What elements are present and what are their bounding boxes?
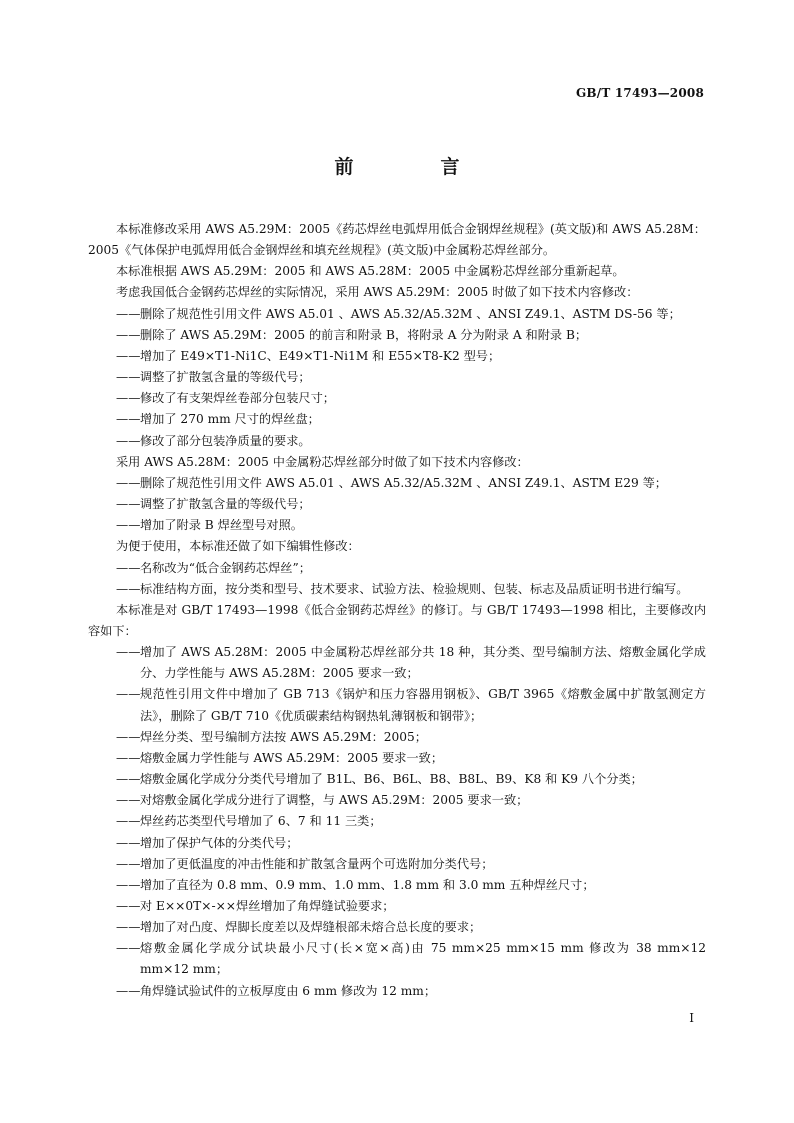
- dash-bullet: ——: [116, 983, 141, 998]
- list-item: [88, 769, 706, 790]
- dash-bullet: ——: [116, 793, 141, 808]
- list-item: [88, 579, 706, 600]
- list-item-text: 调整了扩散氢含量的等级代号；: [140, 497, 311, 512]
- paragraph: 考虑我国低合金钢药芯焊丝的实际情况，采用 AWS A5.29M：2005 时做了如下技术内容修改：: [116, 285, 639, 300]
- dash-bullet: ——: [116, 899, 141, 913]
- list-item: [88, 938, 706, 980]
- list-item-text: 增加了对凸度、焊脚长度差以及焊缝根部未熔合总长度的要求；: [140, 920, 482, 935]
- list-item-text: 增加了附录 B 焊丝型号对照。: [140, 518, 303, 533]
- dash-bullet: ——: [116, 750, 141, 765]
- paragraph: 采用 AWS A5.28M：2005 中金属粉芯焊丝部分时做了如下技术内容修改：: [116, 454, 529, 469]
- list-item: [88, 854, 706, 875]
- list-item-text: 修改了部分包装净质量的要求。: [140, 433, 311, 448]
- dash-bullet: ——: [116, 433, 141, 448]
- list-item: [88, 896, 706, 917]
- list-item-text: 增加了 270 mm 尺寸的焊丝盘；: [140, 412, 320, 427]
- list-item-text: 标准结构方面，按分类和型号、技术要求、试验方法、检验规则、包装、标志及品质证明书进行编写。: [140, 581, 689, 596]
- list-item-text: 焊丝分类、型号编制方法按 AWS A5.29M：2005；: [140, 729, 427, 744]
- dash-bullet: ——: [116, 560, 141, 575]
- dash-bullet: ——: [116, 518, 141, 533]
- document-body: [88, 219, 706, 1002]
- list-item-text: 增加了保护气体的分类代号；: [140, 835, 299, 850]
- list-item-text: 调整了扩散氢含量的等级代号；: [140, 370, 311, 385]
- dash-bullet: ——: [116, 835, 141, 850]
- page-title: 前 言: [334, 156, 494, 178]
- list-item-text: 删除了规范性引用文件 AWS A5.01 、AWS A5.32/A5.32M 、ANSI Z49.1、ASTM DS-56 等；: [140, 306, 681, 321]
- dash-bullet: ——: [116, 920, 141, 935]
- dash-bullet: ——: [116, 348, 141, 363]
- dash-bullet: ——: [116, 856, 141, 871]
- list-item-text: 规范性引用文件中增加了 GB 713《锅炉和压力容器用钢板》、GB/T 3965《熔敷金属中扩散氢测定方法》，删除了 GB/T 710《优质碳素结构钢热轧薄钢板和钢带》；: [140, 687, 706, 723]
- dash-bullet: ——: [116, 645, 141, 660]
- list-item-text: 名称改为“低合金钢药芯焊丝”；: [140, 560, 311, 575]
- dash-bullet: ——: [116, 327, 141, 342]
- list-item-text: 熔敷金属化学成分试块最小尺寸(长×宽×高)由 75 mm×25 mm×15 mm 修改为 38 mm×12 mm×12 mm；: [140, 941, 706, 977]
- dash-bullet: ——: [116, 306, 141, 321]
- list-item-text: 增加了更低温度的冲击性能和扩散氢含量两个可选附加分类代号；: [140, 856, 494, 871]
- list-item-text: 对 E××0T×-××焊丝增加了角焊缝试验要求；: [140, 899, 395, 913]
- dash-bullet: ——: [116, 941, 141, 956]
- list-item-text: 熔敷金属力学性能与 AWS A5.29M：2005 要求一致；: [140, 750, 444, 765]
- list-item-text: 删除了规范性引用文件 AWS A5.01 、AWS A5.32/A5.32M 、ANSI Z49.1、ASTM E29 等；: [140, 475, 667, 490]
- list-item: [88, 558, 706, 579]
- list-item-text: 修改了有支架焊丝卷部分包装尺寸；: [140, 391, 335, 406]
- paragraph: 本标准是对 GB/T 17493—1998《低合金钢药芯焊丝》的修订。与 GB/T 17493—1998 相比，主要修改内容如下：: [88, 602, 706, 638]
- dash-bullet: ——: [116, 581, 141, 596]
- list-item-text: 增加了直径为 0.8 mm、0.9 mm、1.0 mm、1.8 mm 和 3.0 mm 五种焊丝尺寸；: [140, 877, 595, 892]
- dash-bullet: ——: [116, 497, 141, 512]
- list-item: [88, 388, 706, 409]
- dash-bullet: ——: [116, 412, 141, 427]
- list-item: [88, 811, 706, 832]
- list-item: [88, 367, 706, 388]
- list-item-text: 增加了 AWS A5.28M：2005 中金属粉芯焊丝部分共 18 种，其分类、型号编制方法、熔敷金属化学成分、力学性能与 AWS A5.28M：2005 要求一致；: [140, 645, 706, 681]
- list-item: [88, 981, 706, 1002]
- paragraph: 本标准根据 AWS A5.29M：2005 和 AWS A5.28M：2005 中金属粉芯焊丝部分重新起草。: [116, 264, 625, 279]
- dash-bullet: ——: [116, 687, 141, 702]
- paragraph: 本标准修改采用 AWS A5.29M：2005《药芯焊丝电弧焊用低合金钢焊丝规程》(英文版)和 AWS A5.28M：2005《气体保护电弧焊用低合金钢焊丝和填充丝规程》(英文版)中金属粉芯焊丝部分。: [88, 222, 706, 258]
- dash-bullet: ——: [116, 814, 141, 829]
- list-item: [88, 515, 706, 536]
- list-item: [88, 642, 706, 684]
- list-item-text: 焊丝药芯类型代号增加了 6、7 和 11 三类；: [140, 814, 382, 829]
- dash-bullet: ——: [116, 391, 141, 406]
- dash-bullet: ——: [116, 475, 141, 490]
- dash-bullet: ——: [116, 772, 141, 787]
- dash-bullet: ——: [116, 877, 141, 892]
- list-item-text: 增加了 E49×T1-Ni1C、E49×T1-Ni1M 和 E55×T8-K2 型号；: [140, 348, 501, 363]
- list-item: [88, 748, 706, 769]
- list-item: [88, 346, 706, 367]
- list-item: [88, 875, 706, 896]
- list-item: [88, 684, 706, 726]
- list-item: [88, 473, 706, 494]
- list-item: [88, 304, 706, 325]
- dash-bullet: ——: [116, 370, 141, 385]
- list-item-text: 删除了 AWS A5.29M：2005 的前言和附录 B，将附录 A 分为附录 A 和附录 B；: [140, 327, 588, 342]
- list-item-text: 对熔敷金属化学成分进行了调整，与 AWS A5.29M：2005 要求一致；: [140, 793, 529, 808]
- list-item: [88, 790, 706, 811]
- standard-code: GB/T 17493—2008: [575, 86, 704, 100]
- dash-bullet: ——: [116, 729, 141, 744]
- list-item-text: 熔敷金属化学成分分类代号增加了 B1L、B6、B6L、B8、B8L、B9、K8 和 K9 八个分类；: [140, 772, 643, 787]
- list-item: [88, 917, 706, 938]
- page-number: Ⅰ: [689, 1011, 694, 1025]
- list-item-text: 角焊缝试验试件的立板厚度由 6 mm 修改为 12 mm；: [140, 983, 437, 998]
- list-item: [88, 325, 706, 346]
- list-item: [88, 431, 706, 452]
- paragraph: 为便于使用，本标准还做了如下编辑性修改：: [116, 539, 360, 554]
- list-item: [88, 494, 706, 515]
- list-item: [88, 727, 706, 748]
- list-item: [88, 409, 706, 430]
- list-item: [88, 833, 706, 854]
